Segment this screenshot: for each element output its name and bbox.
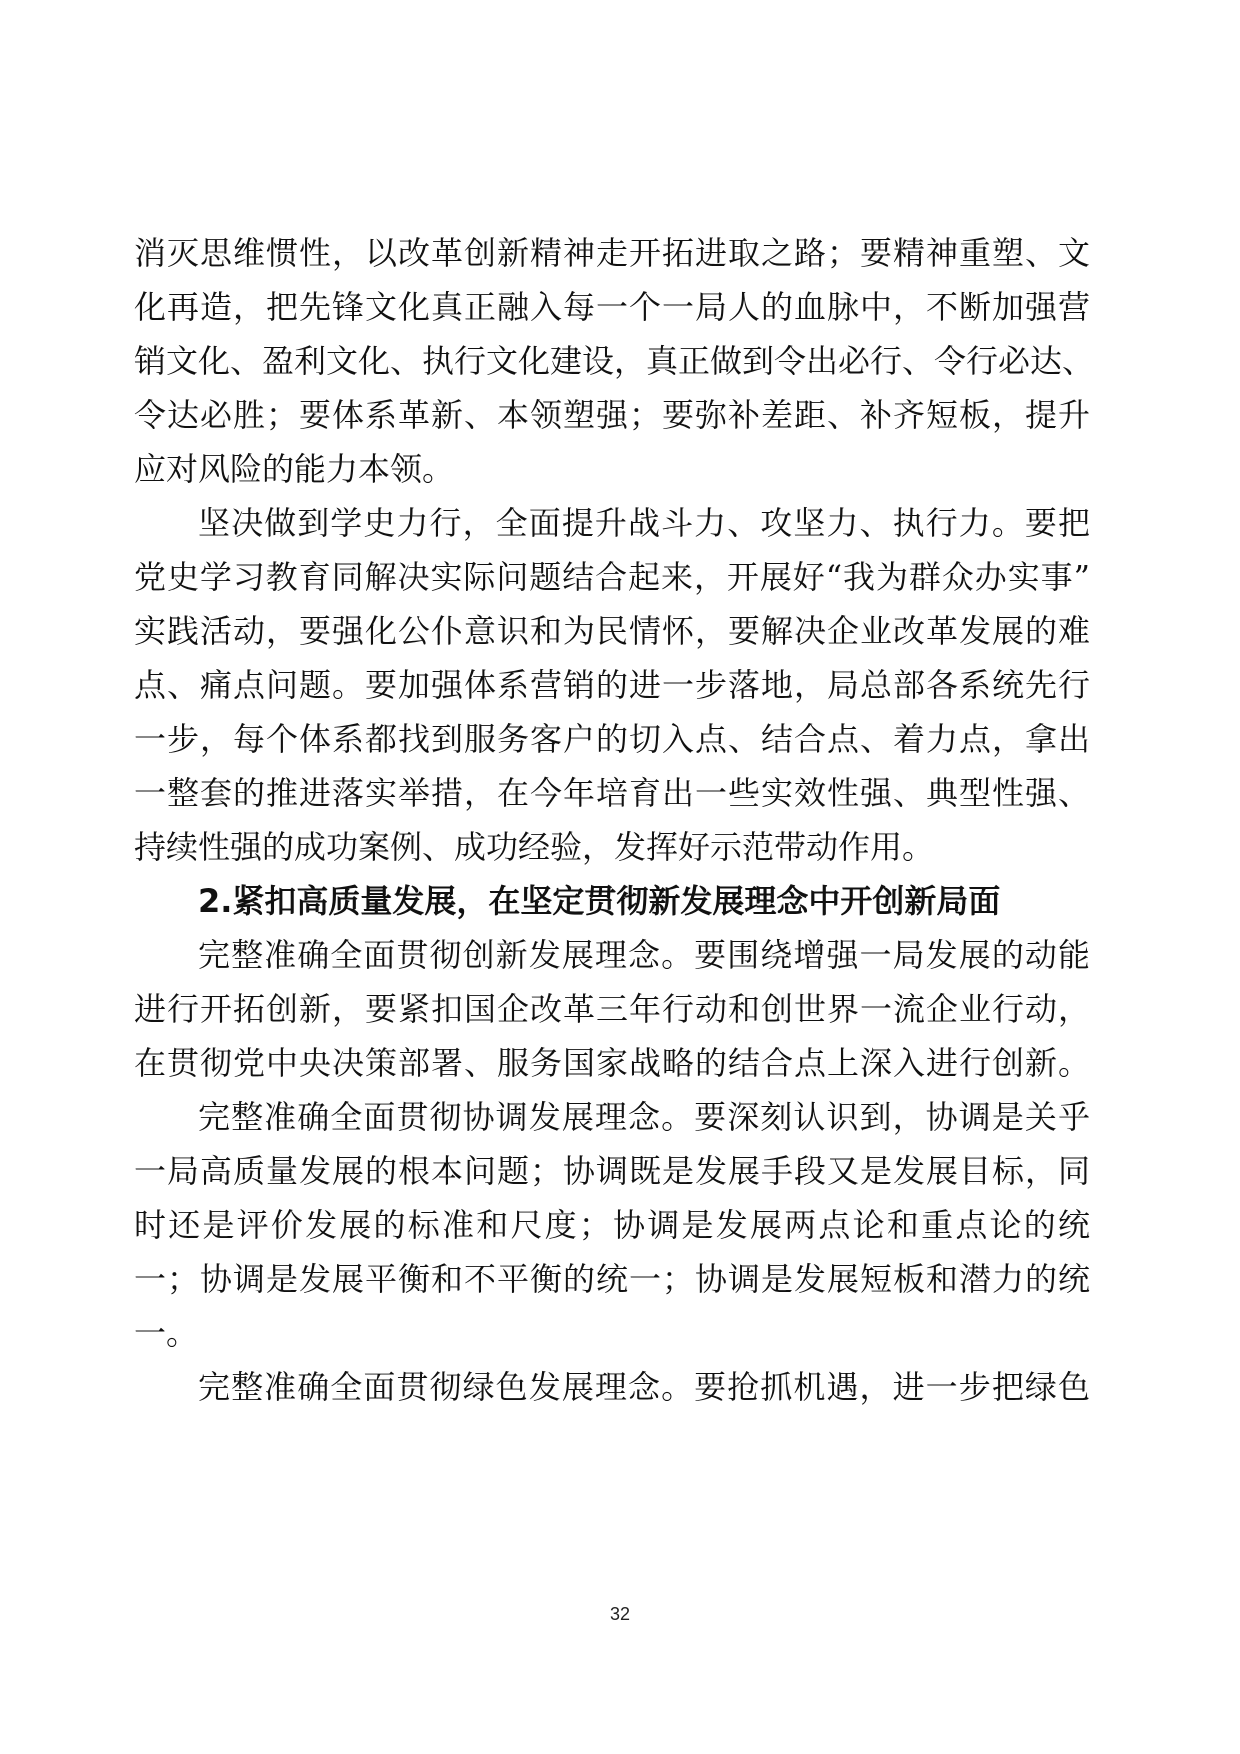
paragraph-first-line: 完整准确全面贯彻协调发展理念。要深刻认识到，协调是关乎 [198,1098,1090,1136]
text-line: 一。 [134,1314,199,1352]
text-line: 持续性强的成功案例、成功经验，发挥好示范带动作用。 [134,828,935,866]
paragraph-first-line: 完整准确全面贯彻绿色发展理念。要抢抓机遇，进一步把绿色 [198,1368,1090,1406]
text-line: 党史学习教育同解决实际问题结合起来，开展好“我为群众办实事” [134,558,1090,596]
text-line: 化再造，把先锋文化真正融入每一个一局人的血脉中，不断加强营 [134,288,1090,326]
text-line: 一；协调是发展平衡和不平衡的统一；协调是发展短板和潜力的统 [134,1260,1090,1298]
text-line: 时还是评价发展的标准和尺度；协调是发展两点论和重点论的统 [134,1206,1090,1244]
text-line: 一整套的推进落实举措，在今年培育出一些实效性强、典型性强、 [134,774,1090,812]
text-line: 实践活动，要强化公仆意识和为民情怀，要解决企业改革发展的难 [134,612,1090,650]
text-line: 一步，每个体系都找到服务客户的切入点、结合点、着力点，拿出 [134,720,1090,758]
text-line: 消灭思维惯性，以改革创新精神走开拓进取之路；要精神重塑、文 [134,234,1090,272]
text-line: 在贯彻党中央决策部署、服务国家战略的结合点上深入进行创新。 [134,1044,1090,1082]
section-heading: 2.紧扣高质量发展，在坚定贯彻新发展理念中开创新局面 [198,882,1001,920]
text-line: 销文化、盈利文化、执行文化建设，真正做到令出必行、令行必达、 [134,342,1095,380]
paragraph-first-line: 坚决做到学史力行，全面提升战斗力、攻坚力、执行力。要把 [198,504,1090,542]
text-line: 进行开拓创新，要紧扣国企改革三年行动和创世界一流企业行动， [134,990,1090,1028]
text-line: 应对风险的能力本领。 [134,450,455,488]
document-body [134,226,1095,1414]
text-line: 一局高质量发展的根本问题；协调既是发展手段又是发展目标，同 [134,1152,1090,1190]
text-line: 点、痛点问题。要加强体系营销的进一步落地，局总部各系统先行 [134,666,1090,704]
text-line: 令达必胜；要体系革新、本领塑强；要弥补差距、补齐短板，提升 [134,396,1090,434]
paragraph-first-line: 完整准确全面贯彻创新发展理念。要围绕增强一局发展的动能 [198,936,1090,974]
page-number: 32 [609,1604,631,1624]
